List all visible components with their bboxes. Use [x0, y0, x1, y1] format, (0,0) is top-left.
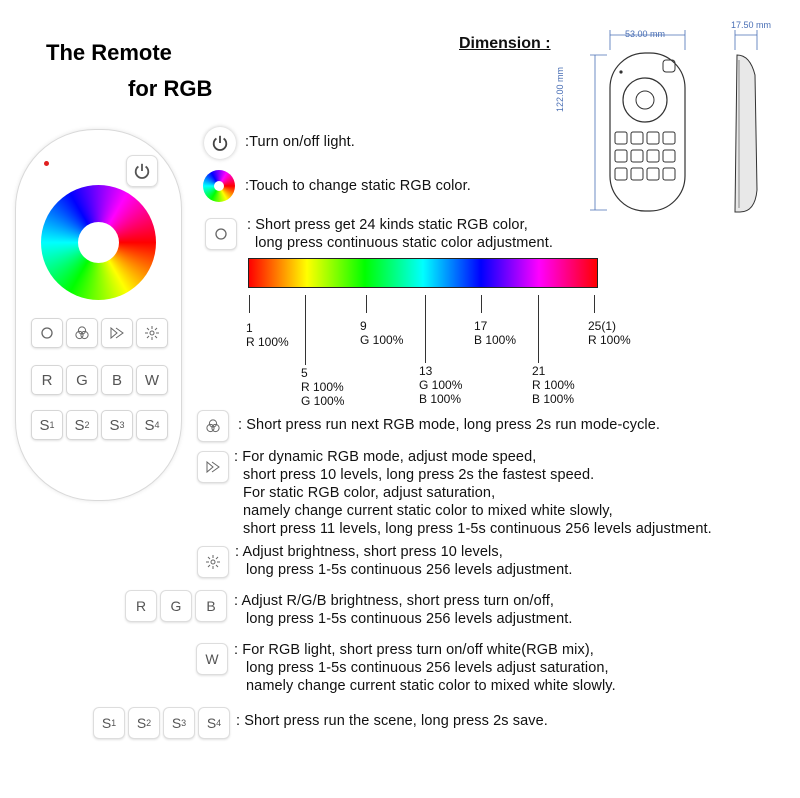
spectrum-label-13-val2: B 100% — [419, 392, 462, 406]
spectrum-label-17-val: B 100% — [474, 333, 517, 347]
spectrum-label-9-num: 9 — [360, 319, 367, 333]
s2-key[interactable] — [66, 410, 98, 440]
tick-21 — [538, 295, 539, 363]
dimension-height: 122.00 mm — [555, 66, 565, 112]
tick-5 — [305, 295, 306, 365]
spectrum-label-21-val1: R 100% — [532, 378, 575, 392]
tick-17 — [481, 295, 482, 313]
s4-letter: S — [144, 416, 155, 434]
spectrum-label-25-val: R 100% — [588, 333, 631, 347]
spectrum-label-21-val2: B 100% — [532, 392, 575, 406]
rgb-mode-legend-icon — [197, 410, 229, 442]
w-key[interactable]: W — [136, 365, 168, 395]
rgb-mode-key[interactable] — [66, 318, 98, 348]
b-legend-key: B — [195, 590, 227, 622]
s4-legend-key — [198, 707, 230, 739]
w-description-2: long press 1-5s continuous 256 levels adjust saturation, — [246, 660, 609, 676]
dimension-depth: 17.50 mm — [731, 20, 772, 30]
power-legend-icon — [204, 127, 236, 159]
spectrum-label-21-num: 21 — [532, 364, 546, 378]
s3-letter: S — [109, 416, 120, 434]
dimension-drawing — [585, 20, 795, 220]
s2-letter: S — [74, 416, 85, 434]
brightness-icon — [144, 325, 160, 341]
wheel-description: :Touch to change static RGB color. — [245, 178, 471, 194]
remote-body — [15, 129, 182, 501]
cycle-key[interactable] — [31, 318, 63, 348]
spectrum-label-25-num: 25(1) — [588, 319, 617, 333]
rgb-description-1: : Adjust R/G/B brightness, short press turn on/off, — [234, 593, 554, 609]
s2-legend-num: 2 — [146, 718, 152, 728]
s2-num: 2 — [84, 420, 90, 430]
title-line2: for RGB — [128, 76, 213, 101]
power-description: :Turn on/off light. — [245, 134, 355, 150]
led-indicator — [44, 161, 49, 166]
brightness-key[interactable] — [136, 318, 168, 348]
s2-legend-key — [128, 707, 160, 739]
speed-description-2: short press 10 levels, long press 2s the fastest speed. — [243, 467, 595, 483]
speed-description-4: namely change current static color to mixed white slowly, — [243, 503, 613, 519]
s1-key[interactable] — [31, 410, 63, 440]
rgb-mode-icon — [74, 325, 90, 341]
color-wheel-center — [78, 222, 119, 263]
tick-13 — [425, 295, 426, 363]
brightness-description-2: long press 1-5s continuous 256 levels adjustment. — [246, 562, 573, 578]
color-wheel[interactable] — [41, 185, 156, 300]
s4-num: 4 — [154, 420, 160, 430]
tick-9 — [366, 295, 367, 313]
s4-key[interactable] — [136, 410, 168, 440]
title-line1: The Remote — [46, 40, 172, 65]
s3-key[interactable] — [101, 410, 133, 440]
rgb-description-2: long press 1-5s continuous 256 levels adjustment. — [246, 611, 573, 627]
s3-legend-num: 3 — [181, 718, 187, 728]
scene-description: : Short press run the scene, long press 2s save. — [236, 713, 548, 729]
s1-letter: S — [39, 416, 50, 434]
w-description-3: namely change current static color to mixed white slowly. — [246, 678, 616, 694]
dimension-width: 53.00 mm — [625, 29, 666, 39]
power-button[interactable] — [126, 155, 158, 187]
spectrum-label-13-num: 13 — [419, 364, 433, 378]
cycle-legend-icon — [205, 218, 237, 250]
w-legend-key: W — [196, 643, 228, 675]
speed-icon — [109, 326, 125, 340]
spectrum-label-5-val2: G 100% — [301, 394, 345, 408]
tick-1 — [249, 295, 250, 313]
spectrum-label-1-num: 1 — [246, 321, 253, 335]
b-key[interactable]: B — [101, 365, 133, 395]
s1-legend-key — [93, 707, 125, 739]
spectrum-label-5-num: 5 — [301, 366, 308, 380]
brightness-legend-icon — [197, 546, 229, 578]
s4-legend-letter: S — [206, 715, 217, 731]
power-icon — [133, 162, 151, 180]
s2-legend-letter: S — [136, 715, 147, 731]
speed-key[interactable] — [101, 318, 133, 348]
spectrum-label-17-num: 17 — [474, 319, 488, 333]
cycle-description-1: : Short press get 24 kinds static RGB color, — [247, 217, 528, 233]
spectrum-label-1-val: R 100% — [246, 335, 289, 349]
r-key[interactable]: R — [31, 365, 63, 395]
tick-25 — [594, 295, 595, 313]
r-legend-key: R — [125, 590, 157, 622]
cycle-icon — [40, 326, 54, 340]
brightness-description-1: : Adjust brightness, short press 10 levels, — [235, 544, 503, 560]
s1-num: 1 — [49, 420, 55, 430]
s4-legend-num: 4 — [216, 718, 222, 728]
spectrum-label-5-val1: R 100% — [301, 380, 344, 394]
g-key[interactable]: G — [66, 365, 98, 395]
speed-description-1: : For dynamic RGB mode, adjust mode speed, — [234, 449, 537, 465]
speed-legend-icon — [197, 451, 229, 483]
speed-description-5: short press 11 levels, long press 1-5s continuous 256 levels adjustment. — [243, 521, 712, 537]
s1-legend-letter: S — [101, 715, 112, 731]
cycle-description-2: long press continuous static color adjustment. — [255, 235, 553, 251]
s3-legend-letter: S — [171, 715, 182, 731]
mode-description: : Short press run next RGB mode, long press 2s run mode-cycle. — [238, 417, 661, 433]
s3-num: 3 — [119, 420, 125, 430]
w-description-1: : For RGB light, short press turn on/off white(RGB mix), — [234, 642, 594, 658]
spectrum-label-13-val1: G 100% — [419, 378, 463, 392]
dimension-label: Dimension : — [459, 35, 551, 52]
wheel-legend-icon — [203, 170, 235, 202]
s1-legend-num: 1 — [111, 718, 117, 728]
speed-description-3: For static RGB color, adjust saturation, — [243, 485, 496, 501]
spectrum-label-9-val: G 100% — [360, 333, 404, 347]
g-legend-key: G — [160, 590, 192, 622]
s3-legend-key — [163, 707, 195, 739]
spectrum-bar — [248, 258, 598, 288]
